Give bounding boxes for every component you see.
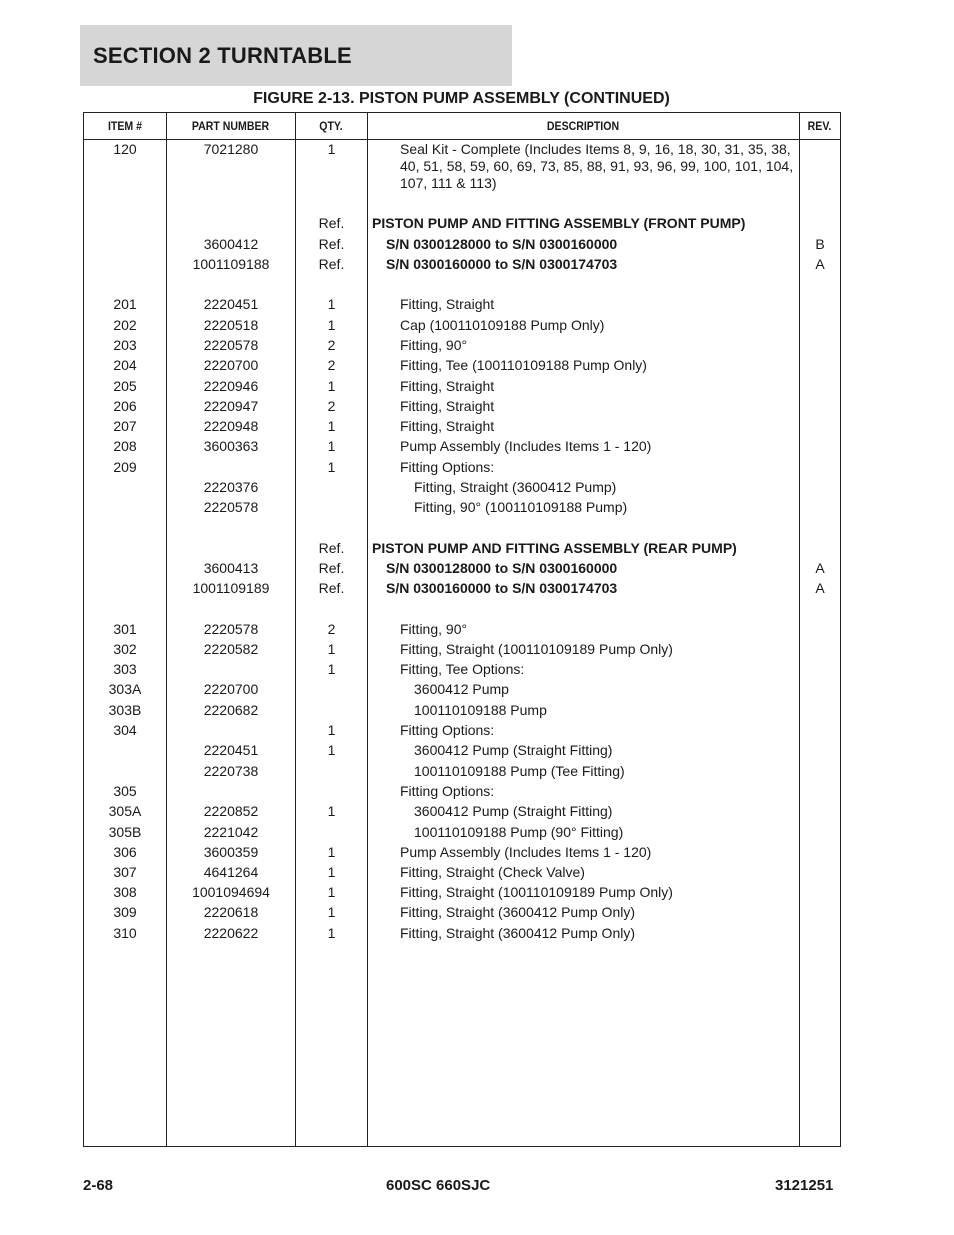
- revision: A: [815, 560, 825, 576]
- quantity: Ref.: [318, 540, 345, 556]
- part-number: 3600413: [203, 560, 259, 576]
- description: 100110109188 Pump: [414, 702, 547, 718]
- item-number: 307: [113, 864, 137, 880]
- part-number: 7021280: [203, 141, 259, 157]
- description: Fitting Options:: [400, 783, 495, 799]
- item-number: 305B: [108, 824, 142, 840]
- quantity: 1: [327, 722, 336, 738]
- item-number: 308: [113, 884, 137, 900]
- item-number: 309: [113, 904, 137, 920]
- quantity: 1: [327, 884, 336, 900]
- description: 100110109188 Pump (Tee Fitting): [414, 763, 625, 779]
- header-part-number: PART NUMBER: [191, 119, 270, 133]
- part-number: 2220947: [203, 398, 259, 414]
- item-number: 201: [113, 296, 137, 312]
- part-number: 3600359: [203, 844, 259, 860]
- description: 3600412 Pump (Straight Fitting): [414, 803, 613, 819]
- header-qty: QTY.: [319, 119, 343, 133]
- part-number: 1001109189: [192, 580, 270, 596]
- quantity: 2: [327, 357, 336, 373]
- part-number: 2220738: [203, 763, 259, 779]
- part-number: 2220618: [203, 904, 259, 920]
- description: Fitting, Straight (3600412 Pump Only): [400, 925, 636, 941]
- description: Fitting, Straight (3600412 Pump): [414, 479, 617, 495]
- figure-title: FIGURE 2-13. PISTON PUMP ASSEMBLY (CONTINUED): [253, 90, 670, 107]
- item-number: 208: [113, 438, 137, 454]
- description: 100110109188 Pump (90° Fitting): [414, 824, 624, 840]
- quantity: 1: [327, 742, 336, 758]
- description: Fitting, Straight: [400, 296, 495, 312]
- quantity: 1: [327, 803, 336, 819]
- description: PISTON PUMP AND FITTING ASSEMBLY (FRONT PUMP): [372, 215, 746, 231]
- quantity: 1: [327, 844, 336, 860]
- header-divider: [84, 139, 840, 140]
- part-number: 3600363: [203, 438, 259, 454]
- section-banner: [80, 25, 512, 86]
- part-number: 2220946: [203, 378, 259, 394]
- item-number: 205: [113, 378, 137, 394]
- item-number: 204: [113, 357, 137, 373]
- item-number: 302: [113, 641, 137, 657]
- quantity: Ref.: [318, 560, 345, 576]
- quantity: 1: [327, 925, 336, 941]
- item-number: 303: [113, 661, 137, 677]
- description: Fitting Options:: [400, 459, 495, 475]
- item-number: 303B: [108, 702, 142, 718]
- quantity: Ref.: [318, 236, 345, 252]
- part-number: 2220852: [203, 803, 259, 819]
- description: Fitting, Straight (Check Valve): [400, 864, 585, 880]
- description: Fitting, Tee (100110109188 Pump Only): [400, 357, 647, 373]
- item-number: 206: [113, 398, 137, 414]
- item-number: 303A: [108, 681, 142, 697]
- item-number: 209: [113, 459, 137, 475]
- part-number: 1001094694: [192, 884, 270, 900]
- part-number: 2220451: [203, 296, 259, 312]
- description: S/N 0300128000 to S/N 0300160000: [386, 236, 618, 252]
- model-number: 600SC 660SJC: [386, 1177, 491, 1194]
- description: Fitting, Straight (100110109189 Pump Only): [400, 641, 673, 657]
- revision: B: [815, 236, 825, 252]
- part-number: 2221042: [203, 824, 259, 840]
- document-number: 3121251: [775, 1177, 834, 1194]
- description: S/N 0300160000 to S/N 0300174703: [386, 256, 618, 272]
- item-number: 304: [113, 722, 137, 738]
- quantity: 1: [327, 641, 336, 657]
- item-number: 301: [113, 621, 137, 637]
- part-number: 2220451: [203, 742, 259, 758]
- description: PISTON PUMP AND FITTING ASSEMBLY (REAR PUMP): [372, 540, 737, 556]
- revision: A: [815, 256, 825, 272]
- parts-table: [83, 112, 841, 1147]
- part-number: 2220948: [203, 418, 259, 434]
- description: S/N 0300128000 to S/N 0300160000: [386, 560, 618, 576]
- quantity: 2: [327, 337, 336, 353]
- part-number: 2220700: [203, 681, 259, 697]
- quantity: 2: [327, 621, 336, 637]
- item-number: 120: [113, 141, 137, 157]
- item-number: 306: [113, 844, 137, 860]
- part-number: 2220376: [203, 479, 259, 495]
- part-number: 4641264: [203, 864, 259, 880]
- quantity: 1: [327, 317, 336, 333]
- description: Fitting, Straight (100110109189 Pump Only): [400, 884, 673, 900]
- item-number: 203: [113, 337, 137, 353]
- description: 3600412 Pump: [414, 681, 509, 697]
- quantity: 1: [327, 418, 336, 434]
- column-divider: [367, 113, 368, 1146]
- description: Fitting, Straight: [400, 418, 495, 434]
- description: 3600412 Pump (Straight Fitting): [414, 742, 613, 758]
- description: Pump Assembly (Includes Items 1 - 120): [400, 844, 652, 860]
- page-number: 2-68: [83, 1177, 114, 1194]
- quantity: Ref.: [318, 580, 345, 596]
- description: S/N 0300160000 to S/N 0300174703: [386, 580, 618, 596]
- quantity: 1: [327, 296, 336, 312]
- description: Fitting, Straight (3600412 Pump Only): [400, 904, 636, 920]
- description: Fitting, Straight: [400, 378, 495, 394]
- description: Cap (100110109188 Pump Only): [400, 317, 605, 333]
- part-number: 1001109188: [192, 256, 270, 272]
- description: Fitting, Tee Options:: [400, 661, 525, 677]
- quantity: 1: [327, 661, 336, 677]
- item-number: 310: [113, 925, 137, 941]
- quantity: 1: [327, 438, 336, 454]
- description: Pump Assembly (Includes Items 1 - 120): [400, 438, 652, 454]
- quantity: 1: [327, 459, 336, 475]
- quantity: 1: [327, 141, 336, 157]
- part-number: 2220578: [203, 337, 259, 353]
- header-item: ITEM #: [107, 119, 143, 133]
- item-number: 305A: [108, 803, 142, 819]
- quantity: 2: [327, 398, 336, 414]
- quantity: Ref.: [318, 256, 345, 272]
- part-number: 2220578: [203, 621, 259, 637]
- quantity: 1: [327, 864, 336, 880]
- description: Fitting Options:: [400, 722, 495, 738]
- part-number: 3600412: [203, 236, 259, 252]
- part-number: 2220700: [203, 357, 259, 373]
- description: Fitting, Straight: [400, 398, 495, 414]
- description: Fitting, 90°: [400, 621, 468, 637]
- header-description: DESCRIPTION: [546, 119, 620, 133]
- revision: A: [815, 580, 825, 596]
- item-number: 207: [113, 418, 137, 434]
- description: Fitting, 90° (100110109188 Pump): [414, 499, 628, 515]
- part-number: 2220682: [203, 702, 259, 718]
- quantity: 1: [327, 378, 336, 394]
- description: Seal Kit - Complete (Includes Items 8, 9, 16, 18, 30, 31, 35, 38, 40, 51, 58, 59, 60, 69, 73, 85, 88, 91, 93, 96, 99, 100, 101, 104, 107, 111 & 113): [400, 141, 794, 191]
- item-number: 305: [113, 783, 137, 799]
- quantity: 1: [327, 904, 336, 920]
- section-title: SECTION 2 TURNTABLE: [93, 43, 352, 68]
- part-number: 2220518: [203, 317, 259, 333]
- part-number: 2220582: [203, 641, 259, 657]
- part-number: 2220578: [203, 499, 259, 515]
- item-number: 202: [113, 317, 137, 333]
- description: Fitting, 90°: [400, 337, 468, 353]
- header-rev: REV.: [807, 119, 832, 133]
- part-number: 2220622: [203, 925, 259, 941]
- quantity: Ref.: [318, 215, 345, 231]
